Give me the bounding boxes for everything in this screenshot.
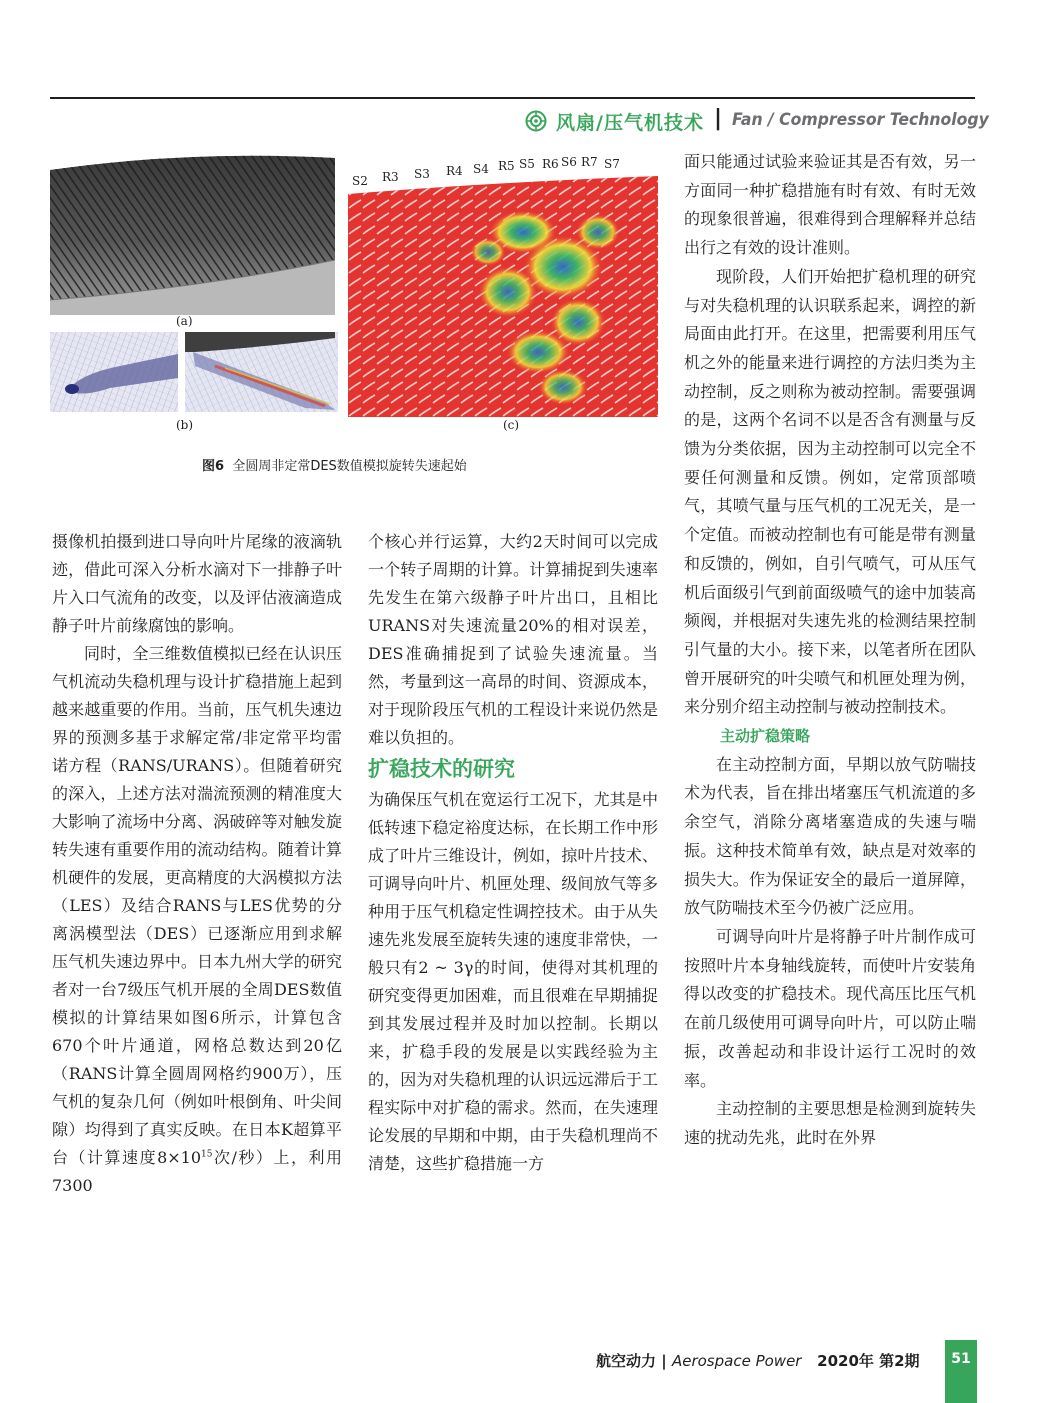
paragraph: 主动控制的主要思想是检测到旋转失速的扰动先兆，此时在外界 [684, 1099, 976, 1147]
stage-label: R5 [498, 159, 515, 173]
figure-6b-left-detail [50, 332, 178, 412]
stage-label: R3 [382, 170, 399, 184]
issue-info: 2020年 第2期 [817, 1352, 920, 1370]
footer-separator: | [661, 1352, 667, 1370]
figure-6c-flow-field [348, 172, 658, 417]
figure-label-c: (c) [503, 418, 520, 432]
text-column-1 [52, 528, 342, 1200]
figure-caption-text: 全圆周非定常DES数值模拟旋转失速起始 [232, 459, 467, 474]
page-header [0, 48, 1045, 134]
stage-label: S6 [561, 155, 577, 169]
stage-label: S3 [414, 167, 430, 181]
stage-label: R6 [542, 157, 559, 171]
paragraph: 可调导向叶片是将静子叶片制作成可按照叶片本身轴线旋转，而使叶片安装角得以改变的扩稳技术。现代高压比压气机在前几级使用可调导向叶片，可以防止喘振，改善起动和非设计运行工况时的效率。 [684, 926, 976, 1090]
header-separator: | [714, 106, 723, 131]
figure-6a-compressor-mesh [50, 150, 340, 315]
figure-number: 图6 [202, 459, 225, 474]
stage-label: S7 [604, 157, 620, 171]
figure-caption [202, 455, 467, 474]
subsection-heading: 主动扩稳策略 [720, 727, 811, 746]
page-number-box [945, 1340, 977, 1403]
stage-label: R7 [581, 155, 598, 169]
stage-label: S2 [352, 174, 368, 188]
paragraph: 同时，全三维数值模拟已经在认识压气机流动失稳机理与设计扩稳措施上起到越来越重要的作用。当前，压气机失速边界的预测多基于求解定常/非定常平均雷诺方程（RANS/URANS）。但随着研究的深入，上述方法对湍流预测的精准度大大影响了流场中分离、涡破碎等对触发旋转失速有重要作用的流动结构。随着计算机硬件的发展，更高精度的大涡模拟方法（LES）及结合RANS与LES优势的分离涡模型法（DES）已逐渐应用到求解压气机失速边界中。日本九州大学的研究者对一台7级压气机开展的全周DES数值模拟的计算结果如图6所示，计算包含670个叶片通道，网格总数达到20亿（RANS计算全圆周网格约900万），压气机的复杂几何（例如叶根倒角、叶尖间隙）均得到了真实反映。在日本K超算平台（计算速度$8\times 10^{15}$次/秒）上，利用7300 [52, 644, 342, 1195]
journal-footer [596, 1350, 920, 1371]
figure-6b-right-detail [185, 332, 338, 412]
paragraph: 摄像机拍摄到进口导向叶片尾缘的液滴轨迹，借此可深入分析水滴对下一排静子叶片入口气流角的改变，以及评估液滴造成静子叶片前缘腐蚀的影响。 [52, 532, 342, 635]
paragraph: 个核心并行运算，大约2天时间可以完成一个转子周期的计算。计算捕捉到失速率先发生在第六级静子叶片出口，且相比URANS对失速流量20%的相对误差，DES准确捕捉到了试验失速流量。当然，考量到这一高昂的时间、资源成本，对于现阶段压气机的工程设计来说仍然是难以负担的。 [368, 532, 658, 747]
stage-label: S4 [473, 162, 489, 176]
figure-label-b: (b) [176, 418, 194, 432]
page-number: 51 [951, 1351, 971, 1367]
journal-name-en: Aerospace Power [671, 1352, 802, 1370]
paragraph: 面只能通过试验来验证其是否有效，另一方面同一种扩稳措施有时有效、有时无效的现象很普遍，很难得到合理解释并总结出行之有效的设计准则。 [684, 152, 976, 258]
header-rule [50, 97, 975, 99]
section-title-cn: 风扇/压气机技术 [556, 112, 704, 134]
section-title-en: Fan / Compressor Technology [732, 110, 989, 130]
journal-logo-icon [525, 110, 547, 132]
stage-label: S5 [519, 157, 535, 171]
figure-label-a: (a) [176, 314, 193, 328]
text-column-2 [368, 528, 658, 1178]
journal-name-cn: 航空动力 [596, 1352, 657, 1370]
stage-label: R4 [446, 164, 463, 178]
section-heading: 扩稳技术的研究 [368, 757, 515, 781]
paragraph: 为确保压气机在宽运行工况下，尤其是中低转速下稳定裕度达标，在长期工作中形成了叶片三维设计，例如，掠叶片技术、可调导向叶片、机匣处理、级间放气等多种用于压气机稳定性调控技术。由于从失速先兆发展至旋转失速的速度非常快，一般只有2 ~ 3γ的时间，使得对其机理的研究变得更加困难，而且很难在早期捕捉到其发展过程并及时加以控制。长期以来，扩稳手段的发展是以实践经验为主的，因为对失稳机理的认识远远滞后于工程实际中对扩稳的需求。然而，在失速理论发展的早期和中期，由于失稳机理尚不清楚，这些扩稳措施一方 [368, 790, 658, 1173]
text-column-3 [684, 148, 976, 1153]
paragraph: 现阶段，人们开始把扩稳机理的研究与对失稳机理的认识联系起来，调控的新局面由此打开。在这里，把需要利用压气机之外的能量来进行调控的方法归类为主动控制，反之则称为被动控制。需要强调的是，这两个名词不以是否含有测量与反馈为分类依据，因为主动控制可以完全不要任何测量和反馈。例如，定常顶部喷气，其喷气量与压气机的工况无关，是一个定值。而被动控制也有可能是带有测量和反馈的，例如，自引气喷气，可从压气机后面级引气到前面级喷气的途中加装高频阀，并根据对失速先兆的检测结果控制引气量的大小。接下来，以笔者所在团队曾开展研究的叶尖喷气和机匣处理为例，来分别介绍主动控制与被动控制技术。 [684, 266, 976, 717]
paragraph: 在主动控制方面，早期以放气防喘技术为代表，旨在排出堵塞压气机流道的多余空气，消除分离堵塞造成的失速与喘振。这种技术简单有效，缺点是对效率的损失大。作为保证安全的最后一道屏障，放气防喘技术至今仍被广泛应用。 [684, 754, 976, 918]
